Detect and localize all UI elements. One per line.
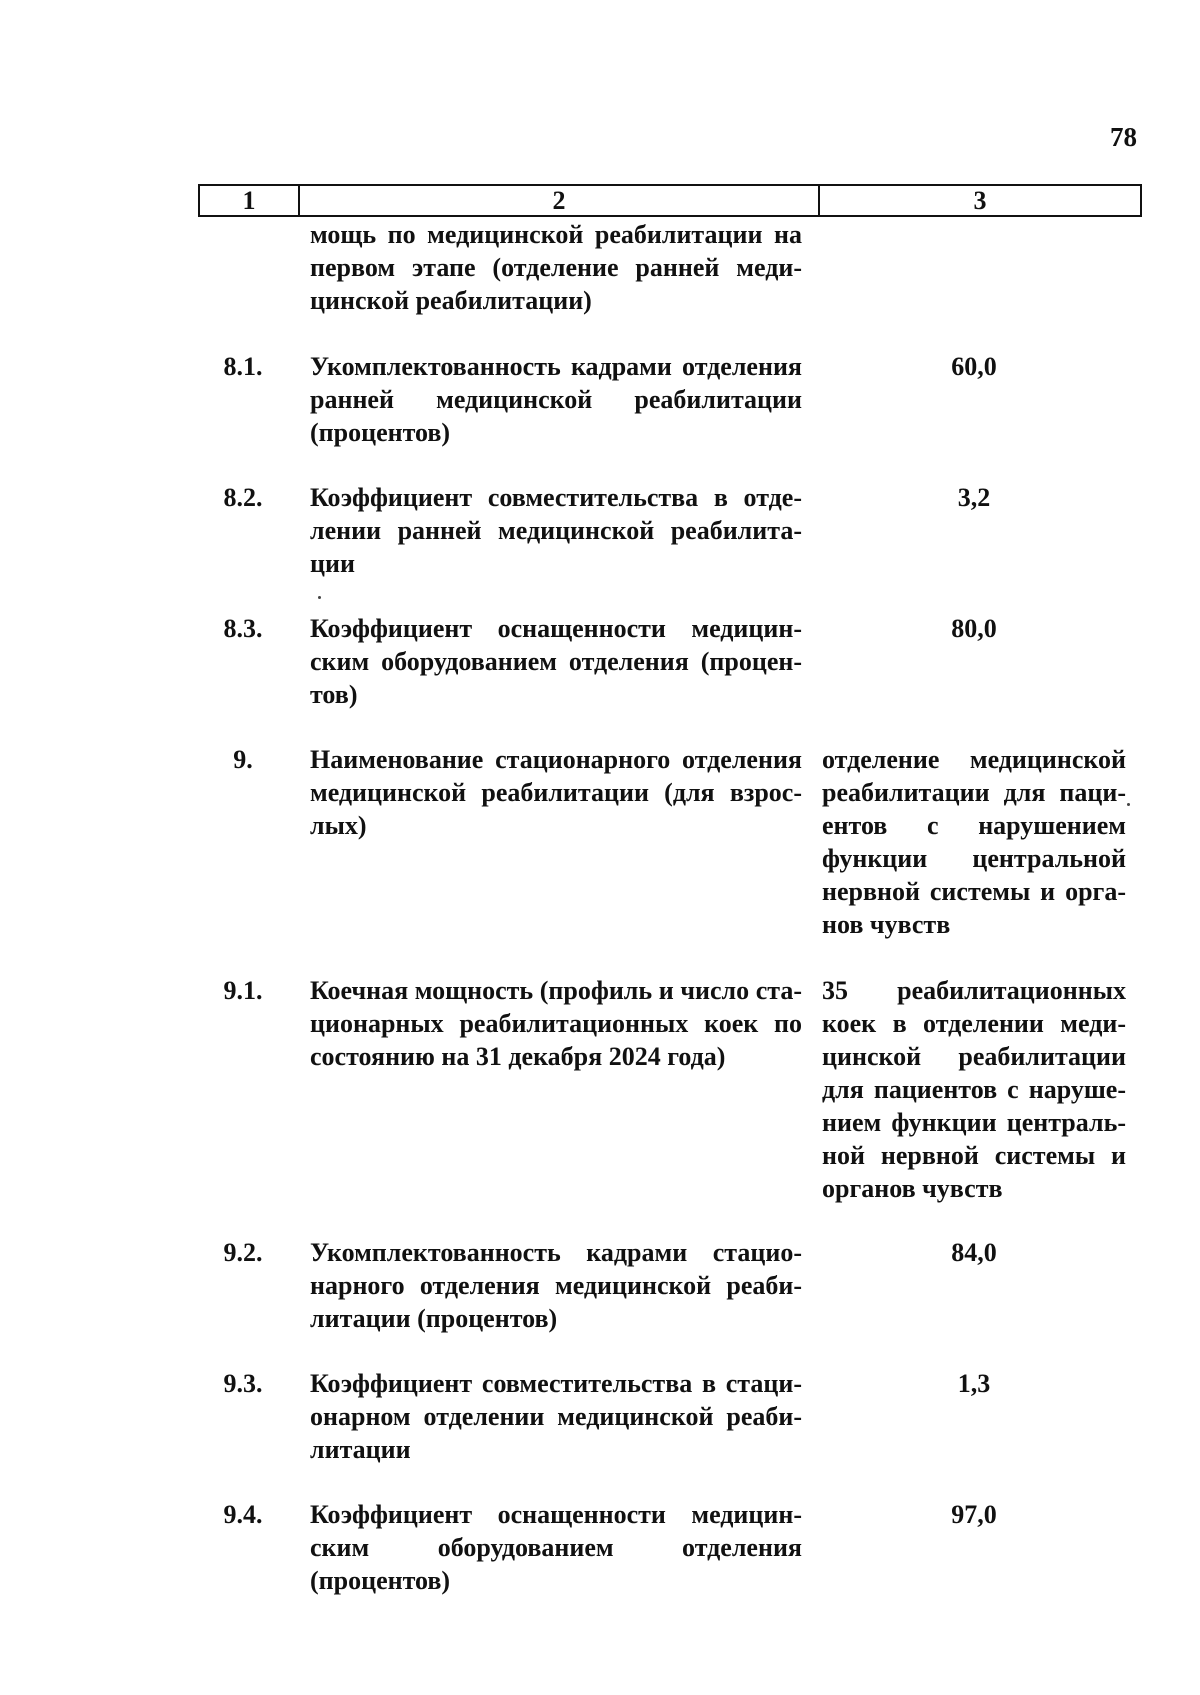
row-description (310, 1367, 802, 1466)
row-number: 9. (233, 745, 253, 774)
description-line: литации (310, 1435, 411, 1464)
description-line: цинской реабилитации) (310, 286, 592, 315)
value-line: цинской реабилитации (822, 1042, 1126, 1071)
value-line: функции центральной (822, 844, 1126, 873)
description-line: Коечная мощность (профиль и число ста- (310, 976, 802, 1005)
description-line: литации (процентов) (310, 1304, 558, 1333)
row-description (310, 218, 802, 317)
description-line: лых) (310, 811, 367, 840)
description-line: ранней медицинской реабилитации (310, 385, 802, 414)
row-value (822, 1236, 1126, 1269)
row-description (310, 1498, 802, 1597)
table-header-row (198, 184, 1142, 217)
row-description (310, 743, 802, 842)
value-line: 60,0 (951, 352, 997, 381)
row-value (822, 481, 1126, 514)
row-description (310, 350, 802, 449)
value-line: коек в отделении меди- (822, 1009, 1126, 1038)
row-description (310, 1236, 802, 1335)
row-value (822, 743, 1126, 941)
row-number: 8.1. (223, 352, 263, 381)
description-line: ским оборудованием отделения (процен- (310, 647, 802, 676)
description-line: (процентов) (310, 418, 451, 447)
scan-speck (318, 596, 321, 599)
description-line: мощь по медицинской реабилитации на (310, 220, 802, 249)
row-number: 9.4. (223, 1500, 263, 1529)
description-line: лении ранней медицинской реабилита- (310, 516, 802, 545)
row-number: 8.3. (223, 614, 263, 643)
row-number: 9.1. (223, 976, 263, 1005)
value-line: ной нервной системы и (822, 1141, 1126, 1170)
value-line: нервной системы и орга- (822, 877, 1126, 906)
description-line: Наименование стационарного отделения (310, 745, 802, 774)
header-col-3: 3 (973, 186, 987, 215)
row-value (822, 1367, 1126, 1400)
value-line: 97,0 (951, 1500, 997, 1529)
value-line: 3,2 (957, 483, 991, 512)
value-line: отделение медицинской (822, 745, 1126, 774)
description-line: состоянию на 31 декабря 2024 года) (310, 1042, 726, 1071)
description-line: (процентов) (310, 1566, 451, 1595)
row-value (822, 612, 1126, 645)
row-number: 9.3. (223, 1369, 263, 1398)
description-line: Коэффициент оснащенности медицин- (310, 1500, 802, 1529)
row-description (310, 612, 802, 711)
value-line: 80,0 (951, 614, 997, 643)
description-line: нарного отделения медицинской реаби- (310, 1271, 802, 1300)
description-line: Укомплектованность кадрами стацио- (310, 1238, 802, 1267)
value-line: реабилитации для паци- (822, 778, 1126, 807)
header-col-1: 1 (200, 186, 300, 215)
description-line: ционарных реабилитационных коек по (310, 1009, 802, 1038)
value-line: для пациентов с наруше- (822, 1075, 1126, 1104)
page-number: 78 (1110, 122, 1137, 152)
description-line: Коэффициент оснащенности медицин- (310, 614, 802, 643)
row-value (822, 350, 1126, 383)
description-line: ции (310, 549, 355, 578)
description-line: тов) (310, 680, 358, 709)
description-line: первом этапе (отделение ранней меди- (310, 253, 802, 282)
description-line: Укомплектованность кадрами отделения (310, 352, 802, 381)
description-line: медицинской реабилитации (для взрос- (310, 778, 802, 807)
row-description (310, 481, 802, 580)
row-number: 9.2. (223, 1238, 263, 1267)
scan-speck (1127, 803, 1130, 806)
row-number: 8.2. (223, 483, 263, 512)
row-description (310, 974, 802, 1073)
value-line: 35 реабилитационных (822, 976, 1126, 1005)
row-value (822, 974, 1126, 1205)
description-line: Коэффициент совместительства в стаци- (310, 1369, 802, 1398)
value-line: ентов с нарушением (822, 811, 1126, 840)
description-line: ским оборудованием отделения (310, 1533, 802, 1562)
header-col-2: 2 (300, 186, 820, 215)
value-line: нием функции централь- (822, 1108, 1126, 1137)
value-line: 84,0 (951, 1238, 997, 1267)
value-line: 1,3 (957, 1369, 991, 1398)
description-line: Коэффициент совместительства в отде- (310, 483, 802, 512)
value-line: органов чувств (822, 1174, 1003, 1203)
description-line: онарном отделении медицинской реаби- (310, 1402, 802, 1431)
row-value (822, 1498, 1126, 1531)
value-line: нов чувств (822, 910, 951, 939)
